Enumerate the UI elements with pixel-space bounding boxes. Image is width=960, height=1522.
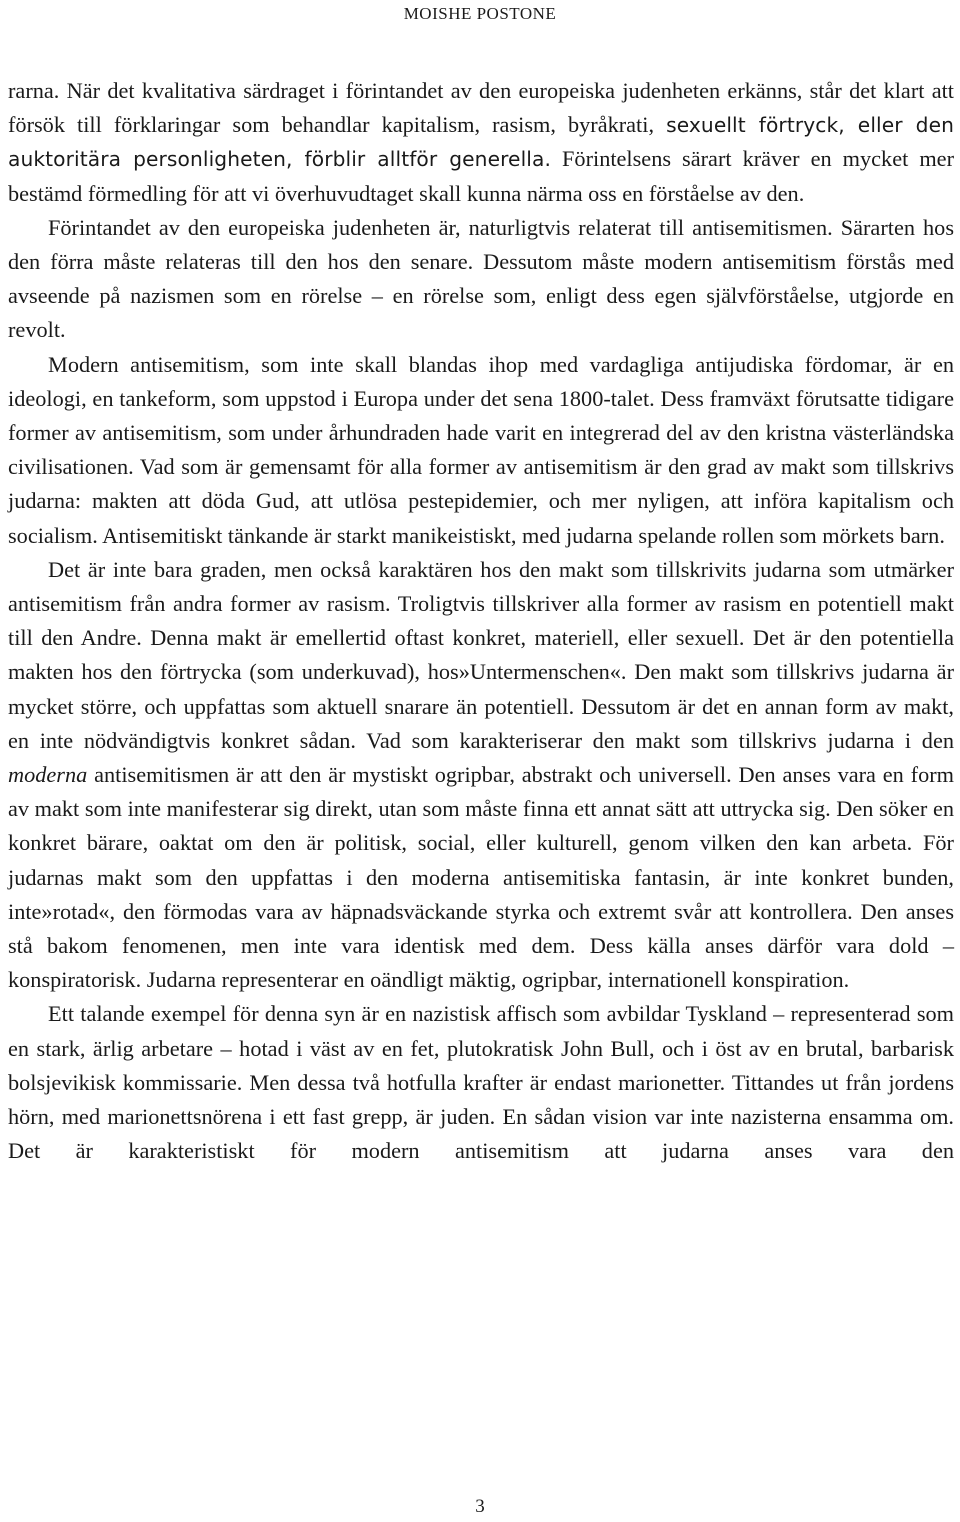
text-run: Modern antisemitism, som inte skall blandas ihop med vardagliga antijudiska fördomar, är en ideologi, en tankeform, som uppstod i Europa under det sena 1800-talet. Dess framväxt förutsatte tidigare former av antisemitism, som under århundraden hade varit en integrerad del av den kristna västerländska civilisationen. Vad som är gemensamt för alla former av antisemitism är den grad av makt som tillskrivs judarna: makten att döda Gud, att utlösa pestepidemier, och mer nyligen, att införa kapitalism och socialism. Antisemitiskt tänkande är starkt manikeistiskt, med judarna spelande rollen som mörkets barn. [8, 351, 954, 548]
text-run: Förintandet av den europeiska judenheten är, naturligtvis relaterat till antisemitismen. Särarten hos den förra måste relateras till den hos den senare. Dessutom måste modern antisemitism förstås med avseende på nazismen som en rörelse – en rörelse som, enligt dess egen självförståelse, utgjorde en revolt. [8, 214, 954, 343]
text-run: rarna. När det kvalitativa särdraget i förintandet av den europeiska judenheten erkänns, står det klart att försök till förklaringar som behandlar kapitalism, rasism, byråkrati, [8, 78, 954, 138]
text-run: Förintelsens särart kräver en mycket mer bestämd förmedling för att vi överhuvudtaget skall kunna närma oss en förståelse av den. [8, 146, 954, 206]
text-run: sexuellt förtryck, eller den auktoritära personligheten, förblir alltför generella. [8, 113, 954, 172]
paragraph [8, 553, 954, 998]
emphasis-text: moderna [8, 762, 88, 788]
paragraph [8, 74, 954, 211]
text-run: Det är inte bara graden, men också karaktären hos den makt som tillskrivits judarna som utmärker antisemitism från andra former av rasism. Troligtvis tillskriver alla former av rasism en potentiell makt till den Andre. Denna makt är emellertid oftast konkret, materiell, eller sexuell. Det är den potentiella makten hos den förtrycka (som underkuvad), hos»Untermenschen«. Den makt som tillskrivs judarna är mycket större, och uppfattas som aktuell snarare än potentiell. Dessutom är det en annan form av makt, en inte nödvändigtvis konkret sådan. Vad som karakteriserar den makt som tillskrivs judarna i den [8, 556, 954, 753]
page-number: 3 [475, 1496, 485, 1517]
running-header: MOISHE POSTONE [403, 4, 557, 23]
paragraph [8, 997, 954, 1168]
text-run: antisemitismen är att den är mystiskt ogripbar, abstrakt och universell. Den anses vara en form av makt som inte manifesterar sig direkt, utan som måste finna ett annat sätt att uttrycka sig. Den söker en konkret bärare, oaktat om den är politisk, social, eller kulturell, genom vilken den kan arbeta. För judarnas makt som den uppfattas i den moderna antisemitiska fantasin, är inte konkret bunden, inte»rotad«, den förmodas vara av häpnadsväckande styrka och extremt svår att kontrollera. Den anses stå bakom fenomenen, men inte vara identisk med dem. Dess källa anses därför vara dold – konspiratorisk. Judarna representerar en oändligt mäktig, ogripbar, internationell konspiration. [8, 762, 954, 993]
paragraph [8, 211, 954, 348]
text-run: Ett talande exempel för denna syn är en nazistisk affisch som avbildar Tyskland – representerad som en stark, ärlig arbetare – hotad i väst av en fet, plutokratisk John Bull, och i öst av en brutal, barbarisk bolsjevikisk kommissarie. Men dessa två hotfulla krafter är endast marionetter. Tittandes ut från jordens hörn, med marionettsnörena i ett fast grepp, är juden. En sådan vision var inte nazisterna ensamma om. Det är karakteristiskt för modern antisemitism att judarna anses vara den [8, 1001, 954, 1164]
paragraph [8, 348, 954, 553]
body-text [8, 74, 954, 1169]
